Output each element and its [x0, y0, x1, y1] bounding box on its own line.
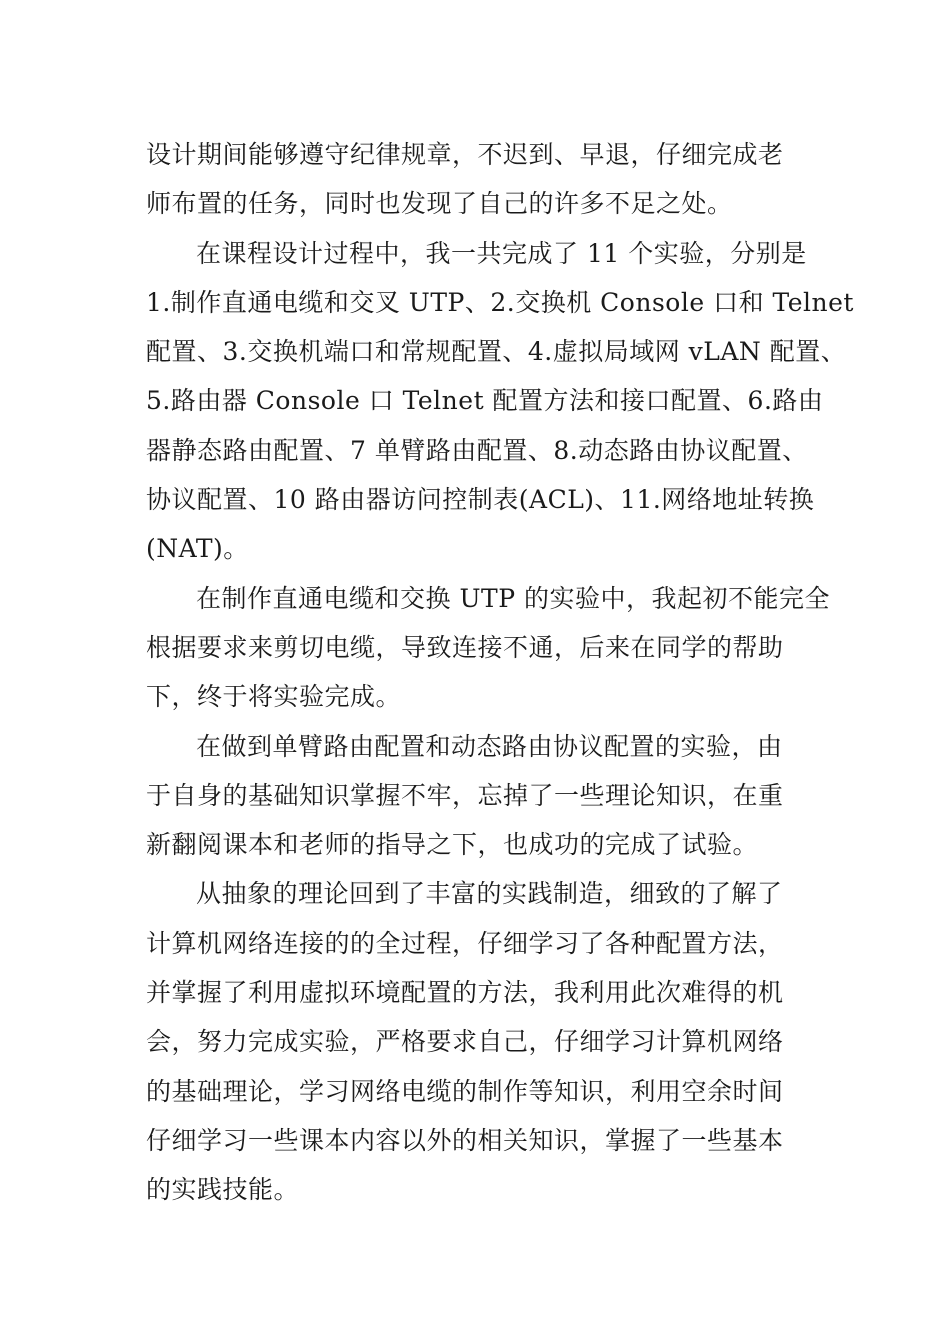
paragraph-first-line: 在课程设计过程中，我一共完成了 11 个实验，分别是	[196, 238, 807, 268]
text-line: 器静态路由配置、7 单臂路由配置、8.动态路由协议配置、	[146, 435, 808, 465]
text-line: 5.路由器 Console 口 Telnet 配置方法和接口配置、6.路由	[146, 386, 824, 416]
text-line: 计算机网络连接的的全过程，仔细学习了各种配置方法，	[146, 928, 784, 958]
text-line: 并掌握了利用虚拟环境配置的方法，我利用此次难得的机	[146, 978, 784, 1008]
text-line: 于自身的基础知识掌握不牢，忘掉了一些理论知识，在重	[146, 780, 784, 810]
text-line: 的基础理论，学习网络电缆的制作等知识，利用空余时间	[146, 1076, 784, 1106]
text-line: 会，努力完成实验，严格要求自己，仔细学习计算机网络	[146, 1027, 784, 1057]
text-line: 师布置的任务，同时也发现了自己的许多不足之处。	[146, 189, 733, 219]
text-line: 仔细学习一些课本内容以外的相关知识，掌握了一些基本	[146, 1125, 784, 1155]
text-line: 下，终于将实验完成。	[146, 682, 402, 712]
text-line: 1.制作直通电缆和交叉 UTP、2.交换机 Console 口和 Telnet	[146, 287, 854, 317]
text-line: 协议配置、10 路由器访问控制表(ACL)、11.网络地址转换	[146, 485, 815, 515]
text-line: 的实践技能。	[146, 1175, 300, 1205]
paragraph-first-line: 在做到单臂路由配置和动态路由协议配置的实验，由	[196, 731, 783, 761]
text-line: 新翻阅课本和老师的指导之下，也成功的完成了试验。	[146, 830, 759, 860]
body-text	[146, 130, 854, 1215]
paragraph-first-line: 从抽象的理论回到了丰富的实践制造，细致的了解了	[196, 879, 783, 909]
text-line: 根据要求来剪切电缆，导致连接不通，后来在同学的帮助	[146, 632, 784, 662]
text-line: 设计期间能够遵守纪律规章，不迟到、早退，仔细完成老	[146, 140, 784, 169]
text-line: (NAT)。	[146, 534, 249, 564]
paragraph-first-line: 在制作直通电缆和交换 UTP 的实验中，我起初不能完全	[196, 583, 830, 613]
text-line: 配置、3.交换机端口和常规配置、4.虚拟局域网 vLAN 配置、	[146, 337, 847, 367]
